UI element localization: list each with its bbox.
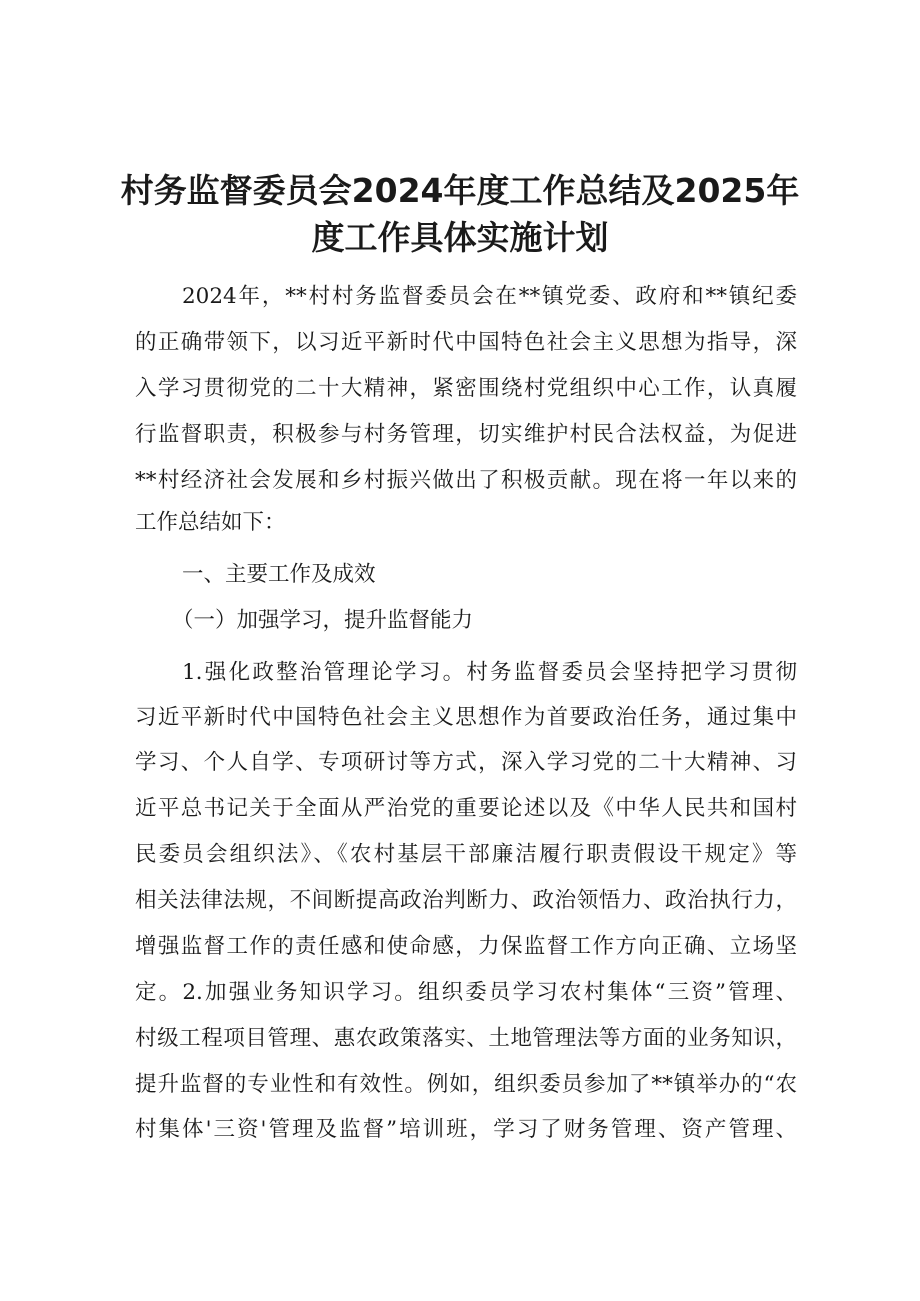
section-heading: 一、主要工作及成效: [182, 562, 376, 587]
body-line: 近平总书记关于全面从严治党的重要论述以及《中华人民共和国村: [135, 796, 797, 821]
intro-line: **村经济社会发展和乡村振兴做出了积极贡献。现在将一年以来的: [135, 468, 797, 493]
body-line: 相关法律法规，不间断提高政治判断力、政治领悟力、政治执行力，: [135, 888, 797, 913]
body-line: 学习、个人自学、专项研讨等方式，深入学习党的二十大精神、习: [135, 750, 797, 775]
intro-line: 入学习贯彻党的二十大精神，紧密围绕村党组织中心工作，认真履: [135, 376, 797, 401]
body-line: 1.强化政整治管理论学习。村务监督委员会坚持把学习贯彻: [182, 660, 797, 685]
subsection-heading: （一）加强学习，提升监督能力: [172, 608, 474, 633]
intro-line: 工作总结如下：: [135, 510, 286, 535]
body-line: 民委员会组织法》、《农村基层干部廉洁履行职责假设干规定》等: [135, 842, 797, 867]
intro-line: 行监督职责，积极参与村务管理，切实维护村民合法权益，为促进: [135, 422, 797, 447]
body-line: 村集体'三资'管理及监督”培训班，学习了财务管理、资产管理、: [135, 1117, 797, 1142]
body-line: 定。2.加强业务知识学习。组织委员学习农村集体“三资”管理、: [135, 980, 797, 1005]
body-line: 习近平新时代中国特色社会主义思想作为首要政治任务，通过集中: [135, 705, 797, 730]
document-title-line-1: 村务监督委员会2024年度工作总结及2025年: [120, 171, 800, 210]
body-line: 村级工程项目管理、惠农政策落实、土地管理法等方面的业务知识，: [135, 1026, 797, 1051]
document-title-line-2: 度工作具体实施计划: [311, 218, 609, 257]
intro-line: 的正确带领下，以习近平新时代中国特色社会主义思想为指导，深: [135, 330, 797, 355]
intro-line: 2024年，**村村务监督委员会在**镇党委、政府和**镇纪委: [182, 284, 797, 309]
body-line: 增强监督工作的责任感和使命感，力保监督工作方向正确、立场坚: [135, 934, 797, 959]
body-line: 提升监督的专业性和有效性。例如，组织委员参加了**镇举办的“农: [135, 1072, 797, 1097]
